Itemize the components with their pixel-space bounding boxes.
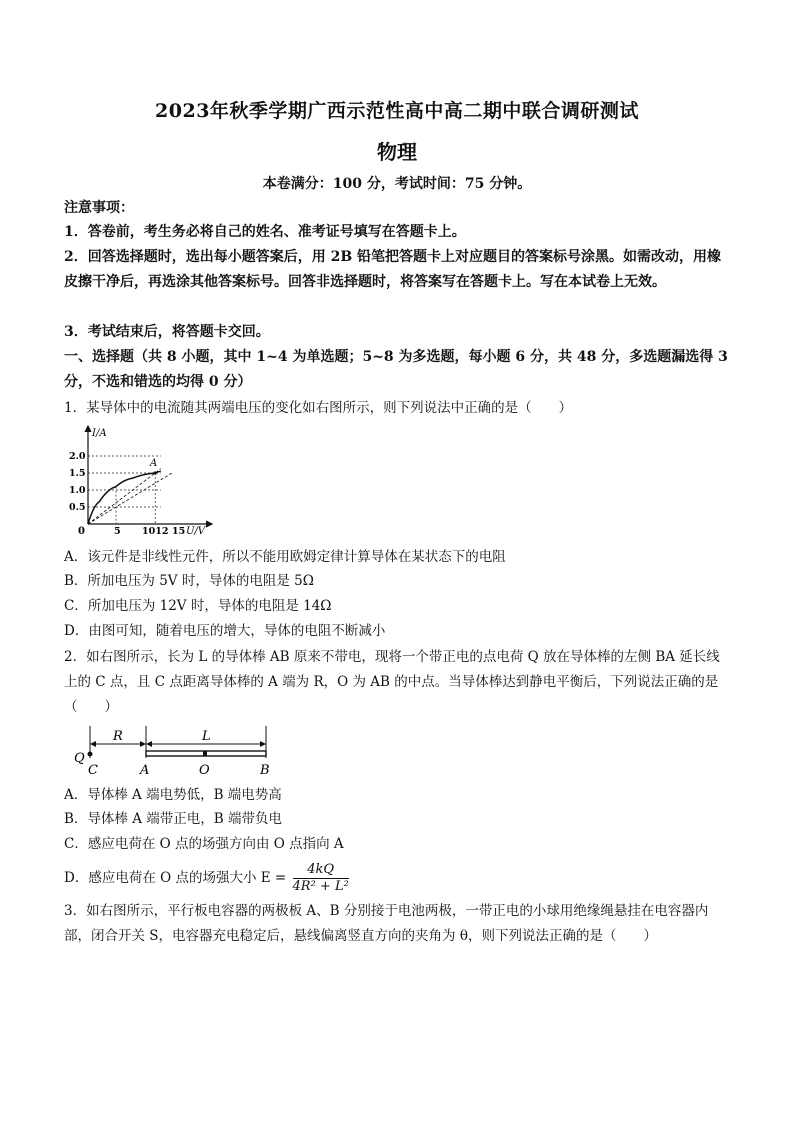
q2-option-b: B．导体棒 A 端带正电，B 端带负电 (64, 811, 282, 827)
secant-line (88, 469, 161, 524)
note-item-1: 1．答卷前，考生务必将自己的姓名、准考证号填写在答题卡上。 (64, 224, 466, 240)
q2-option-c: C．感应电荷在 O 点的场强方向由 O 点指向 A (64, 836, 344, 852)
y-tick-1.5: 1.5 (69, 468, 86, 479)
exam-info: 本卷满分：100 分，考试时间：75 分钟。 (262, 176, 532, 192)
subject-title: 物理 (377, 140, 417, 164)
svg-text:Q: Q (74, 751, 85, 766)
iu-curve (88, 471, 161, 524)
x-tick-10-12: 1012 (142, 526, 169, 537)
q2-option-d: D．感应电荷在 O 点的场强大小 E = $\frac{4kQ}{\text{4R² + L²}}$ (64, 862, 349, 894)
q2-option-a: A．导体棒 A 端电势低，B 端电势高 (64, 787, 282, 803)
x-tick-5: 5 (114, 526, 121, 537)
y-tick-0.5: 0.5 (69, 502, 86, 513)
q1-option-a: A．该元件是非线性元件，所以不能用欧姆定律计算导体在某状态下的电阻 (64, 549, 506, 565)
svg-text:B: B (260, 763, 270, 778)
q1-option-d: D．由图可知，随着电压的增大，导体的电阻不断减小 (64, 623, 386, 639)
y-tick-1.0: 1.0 (69, 485, 86, 496)
q3-stem: 3．如右图所示，平行板电容器的两极板 A、B 分别接于电池两极，一带正电的小球用绝缘绳悬挂在电容器内部，闭合开关 S，电容器充电稳定后，悬线偏离竖直方向的夹角为 θ，则下列说法正确的是（ ） (64, 903, 709, 944)
section-heading: 一、选择题（共 8 小题，其中 1~4 为单选题；5~8 为多选题，每小题 6 分，共 48 分，多选题漏选得 3 分，不选和错选的均得 0 分） (64, 349, 728, 390)
q2-formula: $\frac{4kQ}{\text{4R² + L²}}$ (292, 862, 349, 894)
q2-stem: 2．如右图所示，长为 L 的导体棒 AB 原来不带电，现将一个带正电的点电荷 Q 放在导体棒的左侧 BA 延长线上的 C 点，且 C 点距离导体棒的 A 端为 R，O 为 AB 的中点。当导体棒达到静电平衡后，下列说法正确的是（ ） (64, 649, 720, 715)
exam-title: 2023年秋季学期广西示范性高中高二期中联合调研测试 (155, 100, 639, 122)
svg-text:C: C (88, 763, 98, 778)
q2-rod-figure (70, 722, 280, 778)
q1-option-b: B．所加电压为 5V 时，导体的电阻是 5Ω (64, 573, 314, 589)
svg-text:A: A (140, 763, 150, 778)
svg-text:R: R (113, 729, 123, 744)
q1-stem: 1．某导体中的电流随其两端电压的变化如右图所示，则下列说法中正确的是（ ） (64, 400, 573, 416)
note-item-2: 2．回答选择题时，选出每小题答案后，用 2B 铅笔把答题卡上对应题目的答案标号涂黑。如需改动，用橡皮擦干净后，再选涂其他答案标号。回答非选择题时，将答案写在答题卡上。写在本试卷上无效。 (64, 249, 722, 290)
svg-text:L: L (202, 729, 211, 744)
y-tick-2.0: 2.0 (69, 451, 86, 462)
origin-label: 0 (78, 526, 85, 537)
svg-text:O: O (199, 763, 210, 778)
q1-option-c: C．所加电压为 12V 时，导体的电阻是 14Ω (64, 598, 332, 614)
point-charge (88, 752, 93, 757)
point-a-marker (154, 471, 157, 474)
q1-iu-graph (66, 422, 216, 538)
note-item-3: 3．考试结束后，将答题卡交回。 (64, 324, 270, 340)
reference-line (88, 473, 172, 524)
y-axis-label: I/A (92, 428, 107, 439)
x-axis-label: U/V (186, 526, 206, 537)
x-tick-15: 15 (172, 526, 186, 537)
notes-heading: 注意事项： (64, 200, 134, 216)
point-a-label: A (150, 458, 158, 469)
